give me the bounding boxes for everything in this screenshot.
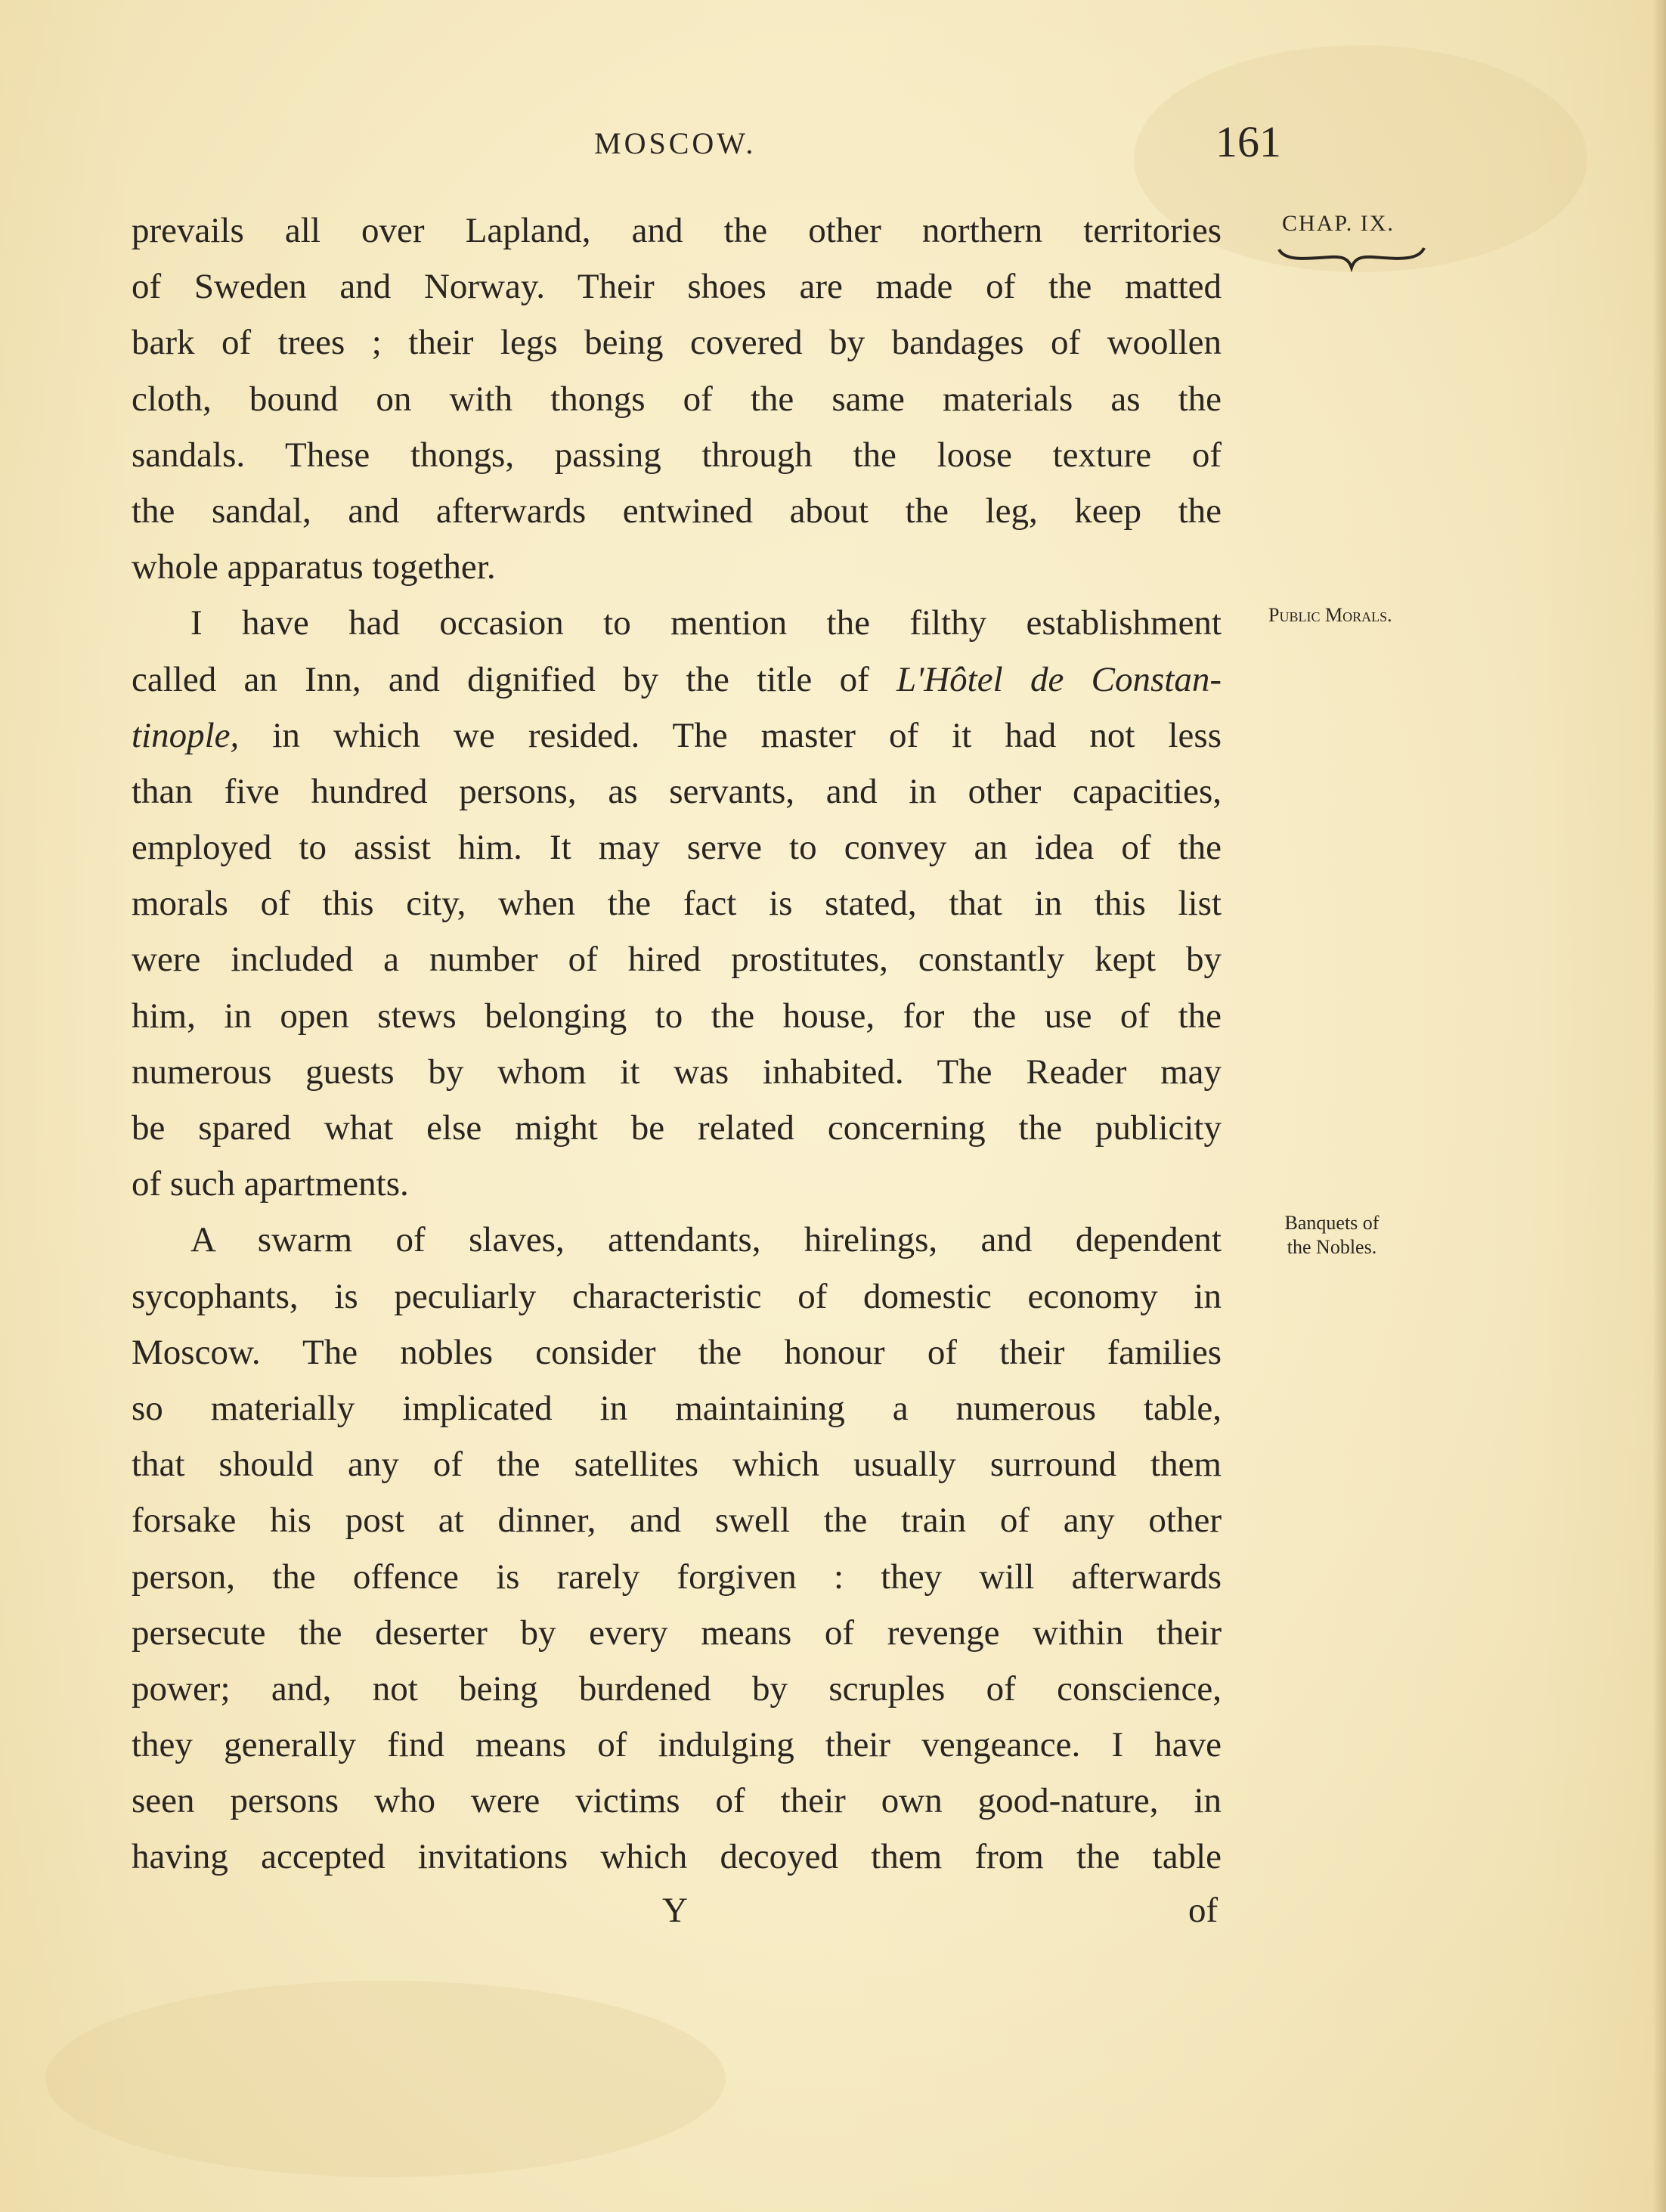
text-line: power; and, not being burdened by scruples of conscience, bbox=[132, 1668, 1222, 1709]
text-line: persecute the deserter by every means of revenge within their bbox=[132, 1613, 1222, 1653]
text-line: called an Inn, and dignified by the title of L'Hôtel de Constan- bbox=[132, 659, 1222, 699]
text-line: forsake his post at dinner, and swell the train of any other bbox=[132, 1501, 1222, 1541]
body-text bbox=[132, 203, 1222, 1885]
text-line: were included a number of hired prostitutes, constantly kept by bbox=[132, 940, 1222, 980]
paragraph-start-line: I have had occasion to mention the filthy establishment bbox=[190, 603, 1222, 643]
text-line: of Sweden and Norway. Their shoes are made of the matted bbox=[132, 267, 1222, 307]
text-line: the sandal, and afterwards entwined about the leg, keep the bbox=[132, 491, 1222, 531]
text-line: bark of trees ; their legs being covered by bandages of woollen bbox=[132, 323, 1222, 363]
catchword: of bbox=[1188, 1891, 1219, 1930]
margin-note-banquets-line2: the Nobles. bbox=[1287, 1236, 1377, 1258]
running-head-title: MOSCOW. bbox=[594, 126, 757, 160]
text-line: whole apparatus together. bbox=[132, 547, 496, 587]
paragraph-start-line: A swarm of slaves, attendants, hirelings, and dependent bbox=[190, 1220, 1222, 1260]
text-line: having accepted invitations which decoyed them from the table bbox=[132, 1837, 1222, 1877]
signature-mark: Y bbox=[662, 1891, 688, 1930]
page-edge bbox=[1652, 0, 1666, 2212]
text-line: cloth, bound on with thongs of the same materials as the bbox=[132, 379, 1222, 419]
text-line: seen persons who were victims of their own good-nature, in bbox=[132, 1781, 1222, 1821]
text-line: be spared what else might be related concerning the publicity bbox=[132, 1108, 1222, 1148]
page-number: 161 bbox=[1215, 117, 1281, 166]
margin-note-banquets bbox=[1265, 1211, 1398, 1259]
text-line: employed to assist him. It may serve to convey an idea of the bbox=[132, 828, 1222, 868]
text-line: prevails all over Lapland, and the other northern territories bbox=[132, 211, 1222, 250]
running-head bbox=[132, 121, 1220, 166]
margin-note-public-morals: Public Morals. bbox=[1268, 604, 1392, 626]
text-line: person, the offence is rarely forgiven : they will afterwards bbox=[132, 1557, 1222, 1597]
text-line: him, in open stews belonging to the house, for the use of the bbox=[132, 996, 1222, 1036]
text-line: sycophants, is peculiarly characteristic of domestic economy in bbox=[132, 1276, 1222, 1316]
text-line: morals of this city, when the fact is stated, that in this list bbox=[132, 884, 1222, 924]
text-line: of such apartments. bbox=[132, 1164, 409, 1204]
text-line: numerous guests by whom it was inhabited. The Reader may bbox=[132, 1052, 1222, 1092]
text-line: than five hundred persons, as servants, and in other capacities, bbox=[132, 771, 1222, 811]
italic-title: tinople, bbox=[132, 715, 240, 755]
italic-title: L'Hôtel de Constan- bbox=[896, 659, 1222, 699]
text-line: that should any of the satellites which usually surround them bbox=[132, 1445, 1222, 1485]
paper-stain bbox=[45, 1981, 726, 2177]
margin-note-banquets-line1: Banquets of bbox=[1284, 1212, 1380, 1234]
chapter-brace-ornament bbox=[1277, 245, 1426, 272]
text-line: tinople, in which we resided. The master of it had not less bbox=[132, 715, 1222, 755]
text-line: Moscow. The nobles consider the honour of their families bbox=[132, 1332, 1222, 1372]
chapter-marker: CHAP. IX. bbox=[1282, 211, 1395, 236]
text-line: they generally find means of indulging their vengeance. I have bbox=[132, 1725, 1222, 1765]
text-line: sandals. These thongs, passing through the loose texture of bbox=[132, 435, 1222, 475]
text-line: so materially implicated in maintaining a numerous table, bbox=[132, 1388, 1222, 1428]
